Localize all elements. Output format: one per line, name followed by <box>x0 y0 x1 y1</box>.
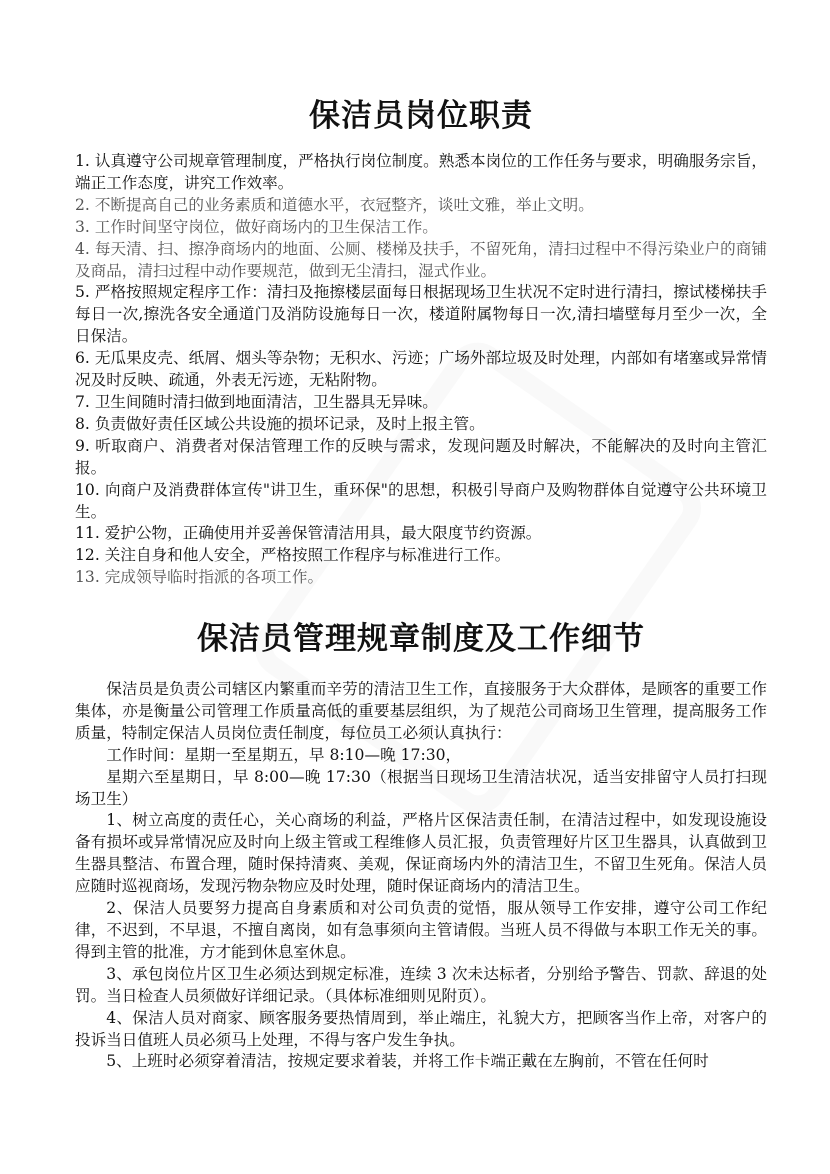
duty-item: 5. 严格按照规定程序工作：清扫及拖擦楼层面每日根据现场卫生状况不定时进行清扫，擦试楼梯扶手每日一次,擦洗各安全通道门及消防设施每日一次，楼道附属物每日一次,清扫墙壁每月至少一次，全日保洁。 <box>75 283 767 346</box>
duty-item: 1. 认真遵守公司规章管理制度，严格执行岗位制度。熟悉本岗位的工作任务与要求，明确服务宗旨，端正工作态度，讲究工作效率。 <box>75 152 767 192</box>
rule-paragraph: 工作时间：星期一至星期五，早 8:10—晚 17:30， <box>106 745 462 764</box>
rules-section <box>75 679 767 1073</box>
duties-list <box>75 151 767 589</box>
rule-paragraph: 保洁员是负责公司辖区内繁重而辛劳的清洁卫生工作，直接服务于大众群体，是顾客的重要工作集体，亦是衡量公司管理工作质量高低的重要基层组织，为了规范公司商场卫生管理，提高服务工作质量，特制定保洁人员岗位责任制度，每位员工必须认真执行： <box>75 680 767 742</box>
rule-paragraph: 5、上班时必须穿着清洁，按规定要求着装，并将工作卡端正戴在左胸前，不管在任何时 <box>106 1052 709 1071</box>
rule-paragraph: 2、保洁人员要努力提高自身素质和对公司负责的觉悟，服从领导工作安排，遵守公司工作纪律，不迟到，不早退，不擅自离岗，如有急事须向主管请假。当班人员不得做与本职工作无关的事。得到主管的批准，方才能到休息室休息。 <box>75 899 767 961</box>
duty-item: 10. 向商户及消费群体宣传"讲卫生，重环保"的思想，积极引导商户及购物群体自觉遵守公共环境卫生。 <box>75 480 767 521</box>
duty-item: 13. 完成领导临时指派的各项工作。 <box>75 568 324 587</box>
rule-paragraph: 4、保洁人员对商家、顾客服务要热情周到，举止端庄，礼貌大方，把顾客当作上帝，对客户的投诉当日值班人员必须马上处理，不得与客户发生争执。 <box>75 1008 767 1049</box>
rule-paragraph: 3、承包岗位片区卫生必须达到规定标准，连续 3 次未达标者，分别给予警告、罚款、辞退的处罚。当日检查人员须做好详细记录。（具体标准细则见附页）。 <box>75 964 767 1005</box>
duty-item: 6. 无瓜果皮壳、纸屑、烟头等杂物；无积水、污迹；广场外部垃圾及时处理，内部如有堵塞或异常情况及时反映、疏通，外表无污迹，无粘附物。 <box>75 349 767 390</box>
duty-item: 11. 爱护公物，正确使用并妥善保管清洁用具，最大限度节约资源。 <box>75 524 542 543</box>
rule-paragraph: 1、树立高度的责任心，关心商场的利益，严格片区保洁责任制，在清洁过程中，如发现设施设备有损坏或异常情况应及时向上级主管或工程维修人员汇报，负责管理好片区卫生器具，认真做到卫生器具整洁、布置合理，随时保持清爽、美观，保证商场内外的清洁卫生，不留卫生死角。保洁人员应随时巡视商场，发现污物杂物应及时处理，随时保证商场内的清洁卫生。 <box>75 811 767 896</box>
duty-item: 7. 卫生间随时清扫做到地面清洁，卫生器具无异味。 <box>75 392 438 411</box>
duty-item: 9. 听取商户、消费者对保洁管理工作的反映与需求，发现问题及时解决，不能解决的及时向主管汇报。 <box>75 436 767 477</box>
page-title: 保洁员岗位职责 <box>309 98 533 134</box>
duty-item: 2. 不断提高自己的业务素质和道德水平，衣冠整齐，谈吐文雅，举止文明。 <box>75 195 594 214</box>
rule-paragraph: 星期六至星期日，早 8:00—晚 17:30（根据当日现场卫生清洁状况，适当安排留守人员打扫现场卫生） <box>75 767 767 808</box>
duty-item: 3. 工作时间坚守岗位，做好商场内的卫生保洁工作。 <box>75 217 438 236</box>
section-title: 保洁员管理规章制度及工作细节 <box>197 621 645 657</box>
duty-item: 12. 关注自身和他人安全，严格按照工作程序与标准进行工作。 <box>75 546 511 565</box>
duty-item: 4. 每天清、扫、擦净商场内的地面、公厕、楼梯及扶手，不留死角，清扫过程中不得污染业户的商铺及商品，清扫过程中动作要规范，做到无尘清扫，湿式作业。 <box>75 239 767 280</box>
duty-item: 8. 负责做好责任区域公共设施的损坏记录，及时上报主管。 <box>75 414 485 433</box>
